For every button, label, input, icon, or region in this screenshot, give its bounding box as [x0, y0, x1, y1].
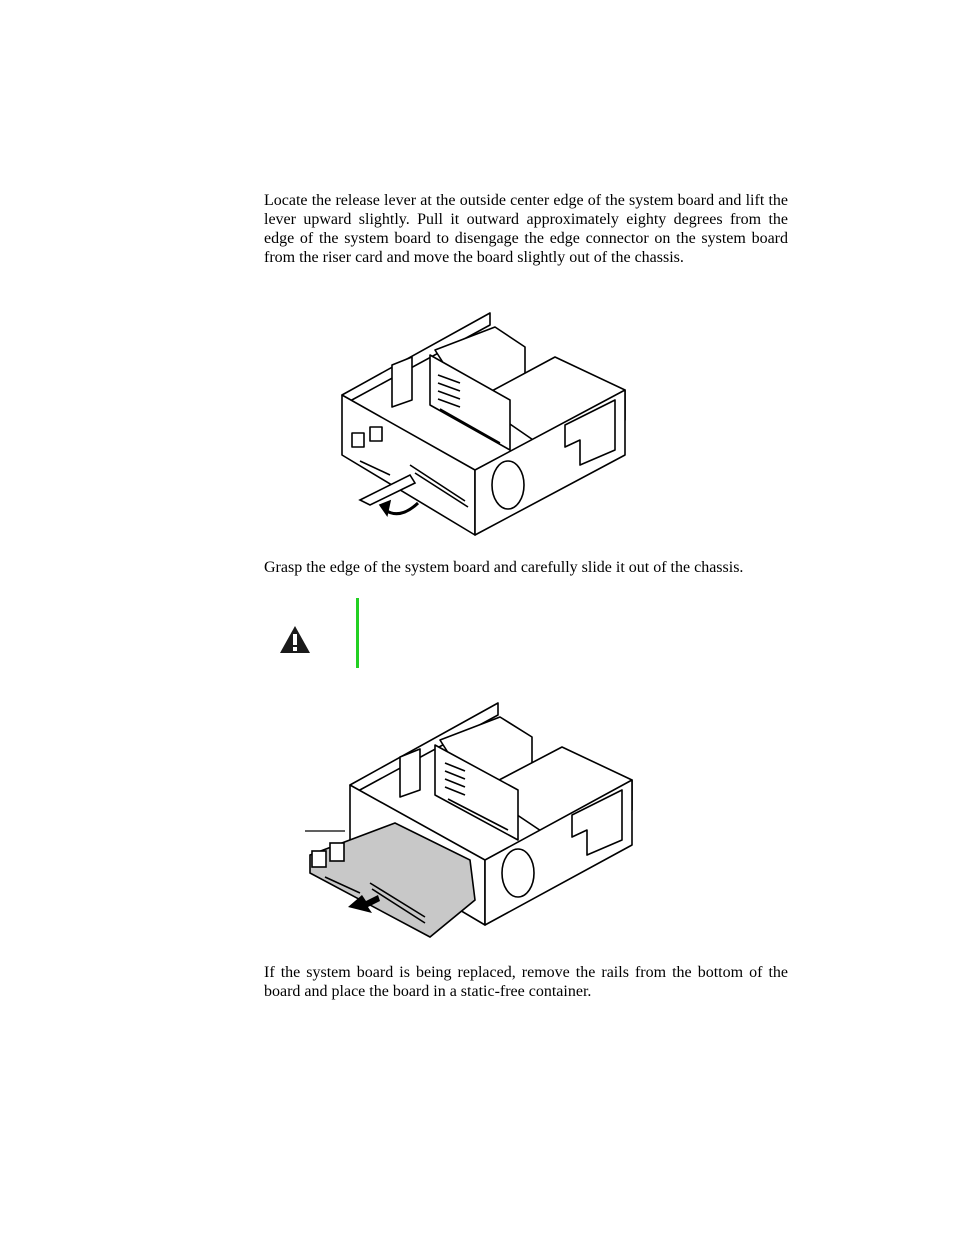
chassis-release-lever-illustration [330, 305, 640, 545]
warning-icon [278, 624, 312, 656]
step-slide-board-text: Grasp the edge of the system board and carefully slide it out of the chassis. [264, 559, 744, 576]
step-release-lever-text: Locate the release lever at the outside center edge of the system board and lift the lever upward slightly. Pull it outward approximately eighty degrees from the edge of the system board to disengage the edge connector on the system board from the riser card and move the board slightly out of the chassis. [264, 192, 788, 266]
caution-bar [356, 598, 359, 668]
chassis-board-removal-illustration [300, 695, 645, 945]
step-replace-board-text: If the system board is being replaced, remove the rails from the bottom of the board and place the board in a static-free container. [264, 964, 788, 1000]
